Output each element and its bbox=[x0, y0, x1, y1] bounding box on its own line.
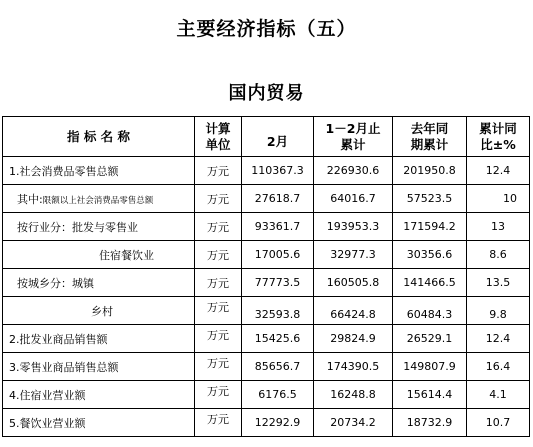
row-february-value: 27618.7 bbox=[242, 185, 314, 213]
row-yoy-value: 8.6 bbox=[467, 241, 530, 269]
header-indicator-name: 指 标 名 称 bbox=[3, 117, 195, 157]
row-february-value: 110367.3 bbox=[242, 157, 314, 185]
row-february-value: 93361.7 bbox=[242, 213, 314, 241]
header-cumulative: 1－2月止 累计 bbox=[314, 117, 393, 157]
row-february-value: 32593.8 bbox=[242, 297, 314, 325]
table-row bbox=[3, 381, 530, 409]
row-unit: 万元 bbox=[195, 325, 242, 353]
table-row bbox=[3, 241, 530, 269]
row-cumulative-value: 174390.5 bbox=[314, 353, 393, 381]
row-cumulative-value: 193953.3 bbox=[314, 213, 393, 241]
row-cumulative-value: 29824.9 bbox=[314, 325, 393, 353]
header-february: 2月 bbox=[242, 117, 314, 157]
table-row bbox=[3, 353, 530, 381]
row-unit: 万元 bbox=[195, 297, 242, 325]
row-february-value: 6176.5 bbox=[242, 381, 314, 409]
table-row bbox=[3, 409, 530, 437]
row-cumulative-value: 64016.7 bbox=[314, 185, 393, 213]
row-unit: 万元 bbox=[195, 381, 242, 409]
row-yoy-value: 10 bbox=[467, 185, 530, 213]
row-label: 5.餐饮业营业额 bbox=[3, 409, 195, 437]
section-title: 国内贸易 bbox=[228, 83, 305, 104]
row-label: 乡村 bbox=[3, 297, 195, 325]
row-last-year-value: 57523.5 bbox=[393, 185, 467, 213]
row-label: 2.批发业商品销售额 bbox=[3, 325, 195, 353]
table-row bbox=[3, 157, 530, 185]
row-unit: 万元 bbox=[195, 353, 242, 381]
row-unit: 万元 bbox=[195, 185, 242, 213]
header-unit: 计算 单位 bbox=[195, 117, 242, 157]
header-yoy-change: 累计同 比±% bbox=[467, 117, 530, 157]
row-unit: 万元 bbox=[195, 269, 242, 297]
row-unit: 万元 bbox=[195, 409, 242, 437]
row-label: 1.社会消费品零售总额 bbox=[3, 157, 195, 185]
row-cumulative-value: 20734.2 bbox=[314, 409, 393, 437]
row-yoy-value: 4.1 bbox=[467, 381, 530, 409]
row-last-year-value: 171594.2 bbox=[393, 213, 467, 241]
row-yoy-value: 10.7 bbox=[467, 409, 530, 437]
row-label: 住宿餐饮业 bbox=[3, 241, 195, 269]
row-last-year-value: 201950.8 bbox=[393, 157, 467, 185]
table-header-row bbox=[3, 117, 530, 157]
row-last-year-value: 26529.1 bbox=[393, 325, 467, 353]
row-last-year-value: 141466.5 bbox=[393, 269, 467, 297]
row-label: 4.住宿业营业额 bbox=[3, 381, 195, 409]
table-row bbox=[3, 269, 530, 297]
row-unit: 万元 bbox=[195, 241, 242, 269]
row-cumulative-value: 32977.3 bbox=[314, 241, 393, 269]
row-february-value: 12292.9 bbox=[242, 409, 314, 437]
row-unit: 万元 bbox=[195, 157, 242, 185]
row-label: 按行业分：批发与零售业 bbox=[3, 213, 195, 241]
row-last-year-value: 60484.3 bbox=[393, 297, 467, 325]
row-last-year-value: 149807.9 bbox=[393, 353, 467, 381]
row-yoy-value: 13.5 bbox=[467, 269, 530, 297]
row-unit: 万元 bbox=[195, 213, 242, 241]
table-row bbox=[3, 325, 530, 353]
table-row bbox=[3, 297, 530, 325]
row-cumulative-value: 66424.8 bbox=[314, 297, 393, 325]
row-last-year-value: 18732.9 bbox=[393, 409, 467, 437]
row-yoy-value: 13 bbox=[467, 213, 530, 241]
row-last-year-value: 30356.6 bbox=[393, 241, 467, 269]
page-title: 主要经济指标（五） bbox=[176, 18, 357, 40]
row-cumulative-value: 16248.8 bbox=[314, 381, 393, 409]
row-february-value: 77773.5 bbox=[242, 269, 314, 297]
row-yoy-value: 12.4 bbox=[467, 325, 530, 353]
row-february-value: 17005.6 bbox=[242, 241, 314, 269]
row-february-value: 15425.6 bbox=[242, 325, 314, 353]
table-row bbox=[3, 213, 530, 241]
row-label-detail: 限额以上社会消费品零售总额 bbox=[42, 195, 154, 206]
row-february-value: 85656.7 bbox=[242, 353, 314, 381]
row-yoy-value: 16.4 bbox=[467, 353, 530, 381]
row-cumulative-value: 160505.8 bbox=[314, 269, 393, 297]
header-last-year-cumulative: 去年同 期累计 bbox=[393, 117, 467, 157]
row-yoy-value: 12.4 bbox=[467, 157, 530, 185]
row-label: 其中:限额以上社会消费品零售总额 bbox=[3, 185, 195, 213]
row-cumulative-value: 226930.6 bbox=[314, 157, 393, 185]
row-last-year-value: 15614.4 bbox=[393, 381, 467, 409]
row-yoy-value: 9.8 bbox=[467, 297, 530, 325]
domestic-trade-table bbox=[2, 116, 530, 437]
table-row bbox=[3, 185, 530, 213]
row-label: 按城乡分：城镇 bbox=[3, 269, 195, 297]
row-label: 3.零售业商品销售总额 bbox=[3, 353, 195, 381]
